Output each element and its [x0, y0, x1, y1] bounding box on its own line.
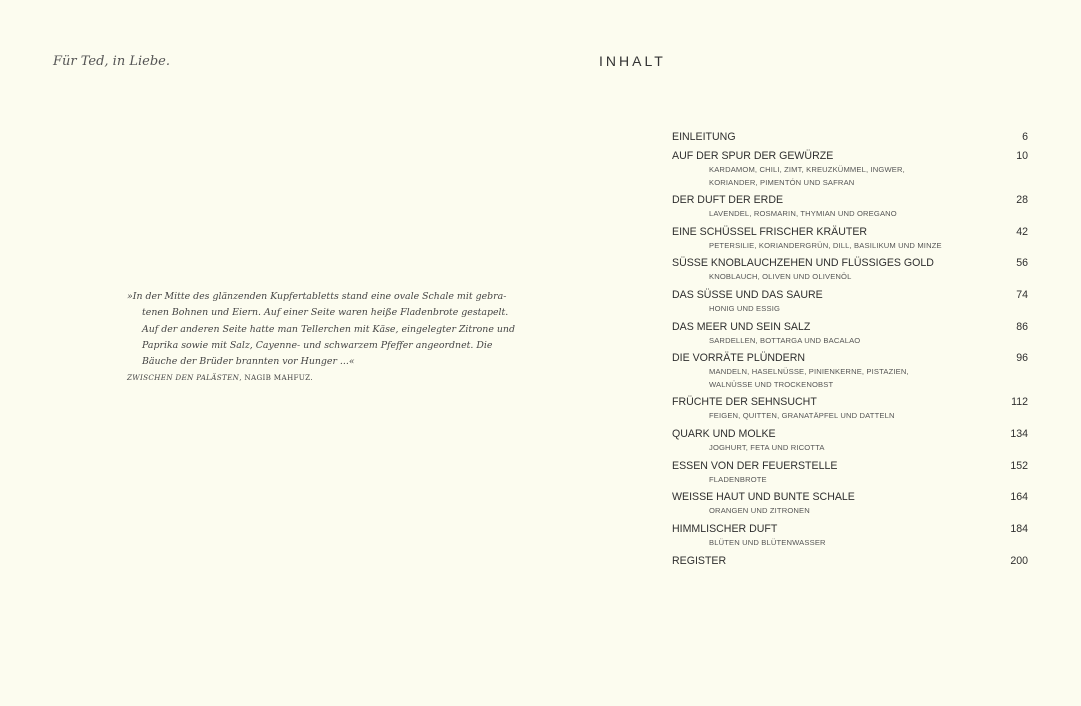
toc-row: [672, 351, 1028, 365]
toc-entry[interactable]: [672, 459, 1028, 486]
toc-row: [672, 256, 1028, 270]
toc-page-number: 10: [1016, 150, 1028, 162]
toc-entry-title: DAS SÜSSE UND DAS SAURE: [672, 289, 823, 301]
epigraph-quote: [127, 289, 515, 383]
toc-page-number: 200: [1010, 555, 1028, 567]
toc-entry-title: ESSEN VON DER FEUERSTELLE: [672, 460, 838, 472]
toc-page-number: 152: [1010, 460, 1028, 472]
toc-row: [672, 320, 1028, 334]
toc-entry[interactable]: [672, 554, 1028, 568]
toc-entry-title: FRÜCHTE DER SEHNSUCHT: [672, 396, 817, 408]
quote-line: Bäuche der Brüder brannten vor Hunger ...«: [142, 356, 355, 368]
toc-entry-subtitle: FLADENBROTE: [709, 475, 767, 484]
toc-page-number: 28: [1016, 194, 1028, 206]
toc-row: [672, 193, 1028, 207]
quote-source-title: ZWISCHEN DEN PALÄSTEN: [127, 373, 240, 383]
quote-source-author: , NAGIB MAHFUZ.: [239, 373, 313, 383]
toc-entry-subtitle: KARDAMOM, CHILI, ZIMT, KREUZKÜMMEL, INGWER,: [709, 165, 905, 174]
quote-source: [127, 373, 487, 382]
toc-row: [672, 225, 1028, 239]
toc-entry[interactable]: [672, 149, 1028, 189]
toc-row: [672, 395, 1028, 409]
toc-entry-subtitle: FEIGEN, QUITTEN, GRANATÄPFEL UND DATTELN: [709, 411, 895, 420]
toc-entry-subtitle: SARDELLEN, BOTTARGA UND BACALAO: [709, 336, 861, 345]
quote-line: tenen Bohnen und Eiern. Auf einer Seite waren heiße Fladenbrote gestapelt.: [142, 307, 509, 319]
toc-entry[interactable]: [672, 351, 1028, 391]
toc-page-number: 112: [1011, 396, 1028, 408]
toc-entry[interactable]: [672, 522, 1028, 549]
toc-entry-title: SÜSSE KNOBLAUCHZEHEN UND FLÜSSIGES GOLD: [672, 257, 934, 269]
toc-page-number: 56: [1016, 257, 1028, 269]
toc-entry[interactable]: [672, 256, 1028, 283]
toc-row: [672, 459, 1028, 473]
toc-entry-title: QUARK UND MOLKE: [672, 428, 776, 440]
toc-entry-title: HIMMLISCHER DUFT: [672, 523, 778, 535]
toc-entry[interactable]: [672, 395, 1028, 422]
toc-row: [672, 149, 1028, 163]
quote-line: Paprika sowie mit Salz, Cayenne- und schwarzem Pfeffer angeordnet. Die: [142, 339, 493, 351]
quote-line: Auf der anderen Seite hatte man Tellerchen mit Käse, eingelegter Zitrone und: [142, 323, 515, 335]
toc-entry[interactable]: [672, 193, 1028, 220]
toc-row: [672, 427, 1028, 441]
toc-entry[interactable]: [672, 130, 1028, 144]
toc-entry-subtitle: JOGHURT, FETA UND RICOTTA: [709, 443, 825, 452]
toc-heading: INHALT: [599, 53, 666, 69]
toc-entry-title: DIE VORRÄTE PLÜNDERN: [672, 352, 806, 364]
toc-entry-title: EINLEITUNG: [672, 131, 736, 143]
toc-entry-title: AUF DER SPUR DER GEWÜRZE: [672, 150, 834, 162]
toc-entry[interactable]: [672, 490, 1028, 517]
toc-entry[interactable]: [672, 225, 1028, 252]
toc-row: [672, 522, 1028, 536]
toc-entry-subtitle: KNOBLAUCH, OLIVEN UND OLIVENÖL: [709, 272, 852, 281]
toc-entry-subtitle: WALNÜSSE UND TROCKENOBST: [709, 380, 834, 389]
toc-entry-subtitle: BLÜTEN UND BLÜTENWASSER: [709, 538, 826, 547]
toc-entry[interactable]: [672, 320, 1028, 347]
toc-page-number: 96: [1016, 352, 1028, 364]
toc-entry-title: WEISSE HAUT UND BUNTE SCHALE: [672, 491, 855, 503]
dedication: Für Ted, in Liebe.: [53, 54, 170, 69]
toc-page-number: 86: [1016, 321, 1028, 333]
toc-entry[interactable]: [672, 288, 1028, 315]
toc-page-number: 42: [1016, 226, 1028, 238]
toc-entry-subtitle: HONIG UND ESSIG: [709, 304, 781, 313]
toc-entry-subtitle: MANDELN, HASELNÜSSE, PINIENKERNE, PISTAZIEN,: [709, 367, 909, 376]
toc-page-number: 134: [1010, 428, 1028, 440]
toc-entry-subtitle: ORANGEN UND ZITRONEN: [709, 506, 810, 515]
toc-page-number: 6: [1022, 131, 1028, 143]
toc-page-number: 164: [1010, 491, 1028, 503]
toc-entry-title: DER DUFT DER ERDE: [672, 194, 784, 206]
toc-row: [672, 490, 1028, 504]
toc-entry-subtitle: PETERSILIE, KORIANDERGRÜN, DILL, BASILIKUM UND MINZE: [709, 241, 942, 250]
toc-page-number: 74: [1016, 289, 1028, 301]
toc-row: [672, 554, 1028, 568]
toc-row: [672, 288, 1028, 302]
toc-entry[interactable]: [672, 427, 1028, 454]
toc-entry-title: DAS MEER UND SEIN SALZ: [672, 321, 811, 333]
toc-entry-subtitle: LAVENDEL, ROSMARIN, THYMIAN UND OREGANO: [709, 209, 897, 218]
toc-entry-subtitle: KORIANDER, PIMENTÓN UND SAFRAN: [709, 178, 855, 187]
toc-entry-title: EINE SCHÜSSEL FRISCHER KRÄUTER: [672, 226, 868, 238]
toc-row: [672, 130, 1028, 144]
toc-page-number: 184: [1010, 523, 1028, 535]
toc-entry-title: REGISTER: [672, 555, 727, 567]
quote-line: »In der Mitte des glänzenden Kupfertabletts stand eine ovale Schale mit gebra-: [127, 291, 507, 302]
